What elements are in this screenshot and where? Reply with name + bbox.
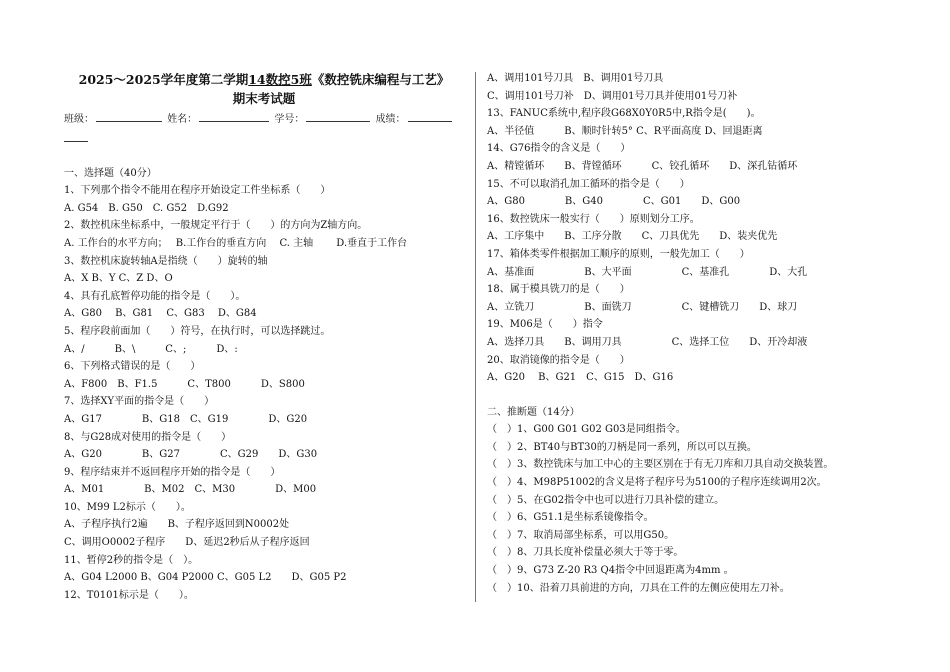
name-blank[interactable] bbox=[199, 110, 269, 122]
q7-text: 7、选择XY平面的指令是（ ） bbox=[64, 396, 215, 408]
tf6: （ ）6、G51.1是坐标系镜像指令。 bbox=[487, 512, 654, 524]
q1-text: 1、下列那个指令不能用在程序开始设定工件坐标系（ ） bbox=[64, 185, 331, 197]
q12-options-cd: C、调用101号刀补 D、调用01号刀具并使用01号刀补 bbox=[487, 90, 738, 102]
q1-options: A. G54 B. G50 C. G52 D.G92 bbox=[64, 202, 229, 214]
q3-text: 3、数控机床旋转轴A是指绕（ ）旋转的轴 bbox=[64, 255, 268, 267]
tf10: （ ）10、沿着刀具前进的方向，刀具在工件的左侧应使用左刀补。 bbox=[487, 582, 790, 594]
q2-text: 2、数控机床坐标系中，一般规定平行于（ ）的方向为Z轴方向。 bbox=[64, 220, 368, 232]
student-id-blank[interactable] bbox=[306, 110, 370, 122]
q15-options: A、G80 B、G40 C、G01 D、G00 bbox=[487, 196, 741, 208]
q10-text: 10、M99 L2标示（ ）。 bbox=[64, 501, 191, 513]
section1-heading: 一、选择题（40分） bbox=[64, 167, 157, 179]
student-id-label: 学号： bbox=[274, 114, 305, 125]
q18-text: 18、属于模具铣刀的是（ ） bbox=[487, 284, 630, 296]
q14-text: 14、G76指令的含义是（ ） bbox=[487, 143, 631, 155]
q12-options-ab: A、调用101号刀具 B、调用01号刀具 bbox=[487, 73, 664, 84]
q5-text: 5、程序段前面加（ ）符号，在执行时，可以选择跳过。 bbox=[64, 325, 331, 337]
tf2: （ ）2、BT40与BT30的刀柄是同一系列，所以可以互换。 bbox=[487, 441, 757, 453]
q5-options: A、/ B、\ C、; D、: bbox=[64, 343, 238, 355]
class-blank[interactable] bbox=[96, 110, 162, 122]
tf5: （ ）5、在G02指令中也可以进行刀具补偿的建立。 bbox=[487, 494, 725, 506]
title-class: 14数控5班 bbox=[248, 72, 312, 87]
score-label: 成绩： bbox=[375, 114, 406, 125]
tf3: （ ）3、数控铣床与加工中心的主要区别在于有无刀库和刀具自动交换装置。 bbox=[487, 459, 834, 471]
q9-options: A、M01 B、M02 C、M30 D、M00 bbox=[64, 484, 317, 496]
q8-options: A、G20 B、G27 C、G29 D、G30 bbox=[64, 449, 318, 461]
spacer bbox=[487, 387, 927, 404]
score-blank-wrap bbox=[64, 130, 464, 148]
q13-text: 13、FANUC系统中,程序段G68X0Y0R5中,R指令是( )。 bbox=[487, 108, 761, 120]
score-blank-tail bbox=[64, 130, 88, 142]
tf7: （ ）7、取消局部坐标系，可以用G50。 bbox=[487, 529, 675, 541]
title-prefix: 2025～2025学年度第二学期 bbox=[78, 72, 249, 87]
exam-title bbox=[64, 70, 464, 89]
q14-options: A、精镗循环 B、背镗循环 C、铰孔循环 D、深孔钻循环 bbox=[487, 160, 798, 172]
q20-text: 20、取消镜像的指令是（ ） bbox=[487, 354, 630, 366]
q19-options: A、选择刀具 B、调用刀具 C、选择工位 D、开冷却液 bbox=[487, 336, 808, 348]
q12-text: 12、T0101标示是（ ）。 bbox=[64, 589, 194, 601]
exam-subtitle: 期末考试题 bbox=[232, 91, 296, 106]
column-divider bbox=[475, 72, 476, 602]
student-info-row bbox=[64, 110, 464, 130]
score-blank[interactable] bbox=[408, 110, 452, 122]
q11-options: A、G04 L2000 B、G04 P2000 C、G05 L2 D、G05 P2 bbox=[64, 572, 347, 584]
q7-options: A、G17 B、G18 C、G19 D、G20 bbox=[64, 413, 308, 425]
q9-text: 9、程序结束并不返回程序开始的指令是（ ） bbox=[64, 466, 281, 478]
tf4: （ ）4、M98P51002的含义是将子程序号为5100的子程序连续调用2次。 bbox=[487, 477, 827, 489]
section2-heading: 二、推断题（14分） bbox=[487, 406, 580, 418]
q13-options: A、半径值 B、顺时针转5° C、R平面高度 D、回退距离 bbox=[487, 125, 763, 137]
q16-options: A、工序集中 B、工序分散 C、刀具优先 D、装夹优先 bbox=[487, 231, 778, 243]
q4-text: 4、具有孔底暂停功能的指令是（ ）。 bbox=[64, 290, 246, 302]
q3-options: A、X B、Y C、Z D、O bbox=[64, 273, 173, 285]
tf8: （ ）8、刀具长度补偿量必须大于等于零。 bbox=[487, 547, 684, 559]
q17-options: A、基准面 B、大平面 C、基准孔 D、大孔 bbox=[487, 266, 808, 278]
left-column bbox=[64, 70, 464, 604]
q2-options: A. 工作台的水平方向； B.工作台的垂直方向 C. 主轴 D.垂直于工作台 bbox=[64, 237, 408, 249]
tf9: （ ）9、G73 Z-20 R3 Q4指令中回退距离为4mm 。 bbox=[487, 565, 734, 577]
name-label: 姓名： bbox=[167, 114, 198, 125]
q16-text: 16、数控铣床一般实行（ ）原则划分工序。 bbox=[487, 213, 700, 225]
q17-text: 17、箱体类零件根据加工顺序的原则，一般先加工（ ） bbox=[487, 248, 750, 260]
spacer bbox=[64, 148, 464, 165]
q10-options-cd: C、调用O0002子程序 D、延迟2秒后从子程序返回 bbox=[64, 537, 310, 549]
q19-text: 19、M06是（ ）指令 bbox=[487, 319, 603, 331]
q6-text: 6、下列格式错误的是（ ） bbox=[64, 361, 201, 373]
q8-text: 8、与G28成对使用的指令是（ ） bbox=[64, 431, 232, 443]
title-course: 《数控铣床编程与工艺》 bbox=[311, 72, 450, 87]
q6-options: A、F800 B、F1.5 C、T800 D、S800 bbox=[64, 378, 305, 390]
q20-options: A、G20 B、G21 C、G15 D、G16 bbox=[487, 372, 674, 384]
tf1: （ ）1、G00 G01 G02 G03是同组指令。 bbox=[487, 424, 686, 436]
q10-options-ab: A、子程序执行2遍 B、子程序返回到N0002处 bbox=[64, 519, 290, 531]
q11-text: 11、暂停2秒的指令是（ ）。 bbox=[64, 554, 199, 566]
q15-text: 15、不可以取消孔加工循环的指令是（ ） bbox=[487, 178, 690, 190]
right-column bbox=[487, 70, 927, 597]
class-label: 班级： bbox=[64, 114, 94, 125]
q18-options: A、立铣刀 B、面铣刀 C、键槽铣刀 D、球刀 bbox=[487, 301, 798, 313]
q4-options: A、G80 B、G81 C、G83 D、G84 bbox=[64, 308, 257, 320]
